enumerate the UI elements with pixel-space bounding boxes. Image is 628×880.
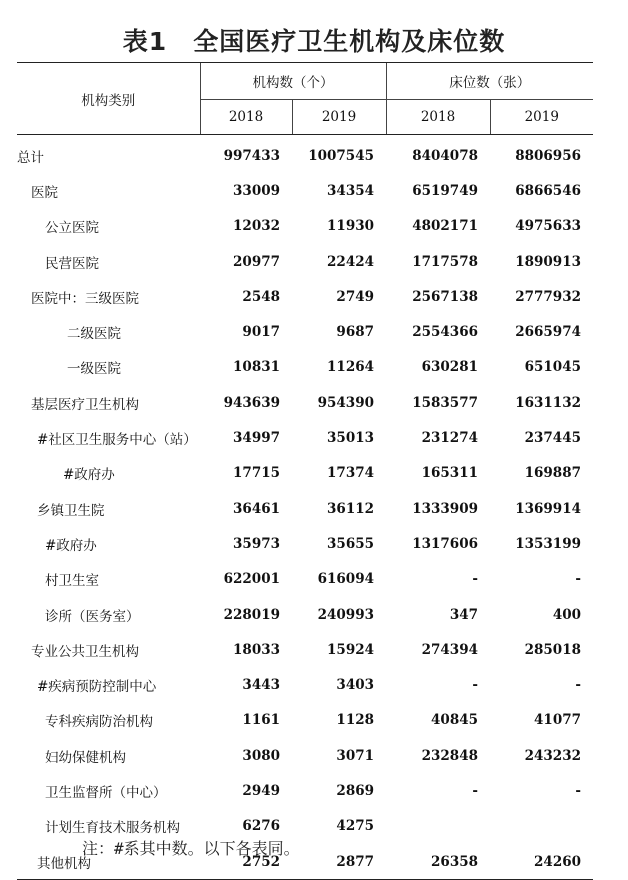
table-row <box>17 420 593 455</box>
institutions-2019-cell: 17374 <box>327 465 374 482</box>
beds-2019-cell: 285018 <box>524 641 581 658</box>
institutions-2018-cell: 35973 <box>233 535 280 552</box>
institutions-2018-cell: 228019 <box>223 606 280 623</box>
header-category: 机构类别 <box>17 63 200 135</box>
beds-2019-cell: 4975633 <box>515 218 581 235</box>
beds-2019-cell: 41077 <box>534 712 581 729</box>
beds-2018-cell: 1317606 <box>412 535 478 552</box>
row-label: #社区卫生服务中心（站） <box>37 432 197 449</box>
beds-2018-cell: 8404078 <box>412 147 478 164</box>
beds-2019-cell: 6866546 <box>515 182 581 199</box>
table-row <box>17 703 593 738</box>
institutions-2018-cell: 20977 <box>233 253 280 270</box>
beds-2019-cell: 1890913 <box>515 253 581 270</box>
row-label: 一级医院 <box>67 361 121 378</box>
beds-2019-cell: 1353199 <box>515 535 581 552</box>
beds-2018-cell: 231274 <box>421 430 478 447</box>
beds-2018-cell: 26358 <box>386 844 490 880</box>
header-beds-2019: 2019 <box>490 100 593 135</box>
beds-2018-cell <box>386 809 490 844</box>
institutions-2019-cell: 3403 <box>336 677 374 694</box>
medical-institutions-table <box>17 62 593 880</box>
row-label: 专业公共卫生机构 <box>31 643 139 660</box>
institutions-2019-cell: 22424 <box>327 253 374 270</box>
institutions-2018-cell: 10831 <box>233 359 280 376</box>
beds-2018-cell: - <box>472 782 478 799</box>
beds-2019-cell: 1631132 <box>515 394 581 411</box>
institutions-2019-cell: 9687 <box>336 324 374 341</box>
institutions-2018-cell: 6276 <box>242 818 280 835</box>
institutions-2019-cell: 2869 <box>336 782 374 799</box>
beds-2019-cell: - <box>575 677 581 694</box>
table-title: 表1 全国医疗卫生机构及床位数 <box>122 27 506 56</box>
institutions-2019-cell: 35013 <box>327 430 374 447</box>
institutions-2019-cell: 15924 <box>327 641 374 658</box>
institutions-2018-cell: 997433 <box>223 147 280 164</box>
institutions-2019-cell: 1128 <box>336 712 374 729</box>
table-row <box>17 350 593 385</box>
row-label: 卫生监督所（中心） <box>45 784 167 801</box>
beds-2018-cell: 6519749 <box>412 182 478 199</box>
row-label: 总计 <box>17 149 44 166</box>
beds-2019-cell: 2665974 <box>515 324 581 341</box>
table-row <box>17 135 593 174</box>
beds-2018-cell: - <box>472 677 478 694</box>
institutions-2018-cell: 18033 <box>233 641 280 658</box>
table-row <box>17 562 593 597</box>
institutions-2019-cell: 34354 <box>327 182 374 199</box>
row-label: 民营医院 <box>45 255 99 272</box>
table-row <box>17 173 593 208</box>
table-row <box>17 279 593 314</box>
beds-2019-cell: 237445 <box>524 430 581 447</box>
beds-2018-cell: 4802171 <box>412 218 478 235</box>
row-label: 二级医院 <box>67 326 121 343</box>
institutions-2018-cell: 9017 <box>242 324 280 341</box>
header-inst-2019: 2019 <box>292 100 386 135</box>
header-beds-2018: 2018 <box>386 100 490 135</box>
table-row <box>17 314 593 349</box>
institutions-2019-cell: 36112 <box>327 500 374 517</box>
row-label: 诊所（医务室） <box>45 608 140 625</box>
table-row <box>17 632 593 667</box>
beds-2018-cell: 2554366 <box>412 324 478 341</box>
table-row <box>17 456 593 491</box>
beds-2019-cell: - <box>575 782 581 799</box>
row-label: #政府办 <box>45 537 97 554</box>
institutions-2018-cell: 1161 <box>242 712 280 729</box>
beds-2019-cell: 400 <box>552 606 581 623</box>
beds-2018-cell: 1717578 <box>412 253 478 270</box>
institutions-2018-cell: 34997 <box>233 430 280 447</box>
beds-2019-cell: 169887 <box>524 465 581 482</box>
row-label: 医院中：三级医院 <box>31 290 139 307</box>
institutions-2018-cell: 36461 <box>233 500 280 517</box>
beds-2018-cell: 347 <box>449 606 478 623</box>
institutions-2018-cell: 3443 <box>242 677 280 694</box>
header-inst-2018: 2018 <box>200 100 292 135</box>
row-label: #疾病预防控制中心 <box>37 679 157 696</box>
table-row <box>17 667 593 702</box>
table-body <box>17 135 593 880</box>
row-label: 基层医疗卫生机构 <box>31 396 139 413</box>
beds-2019-cell: 2777932 <box>515 288 581 305</box>
beds-2018-cell: 165311 <box>421 465 478 482</box>
institutions-2019-cell: 3071 <box>336 747 374 764</box>
row-label: #政府办 <box>63 467 115 484</box>
beds-2018-cell: 274394 <box>421 641 478 658</box>
table-row <box>17 526 593 561</box>
header-institutions: 机构数（个） <box>200 63 386 100</box>
institutions-2019-cell: 954390 <box>317 394 374 411</box>
institutions-2019-cell: 4275 <box>336 818 374 835</box>
row-label: 妇幼保健机构 <box>45 749 126 766</box>
institutions-2019-cell: 11930 <box>327 218 374 235</box>
institutions-2018-cell: 622001 <box>223 571 280 588</box>
institutions-2018-cell: 943639 <box>223 394 280 411</box>
institutions-2018-cell: 2949 <box>242 782 280 799</box>
beds-2018-cell: 232848 <box>421 747 478 764</box>
institutions-2019-cell: 2749 <box>336 288 374 305</box>
row-label: 计划生育技术服务机构 <box>45 820 180 837</box>
institutions-2018-cell: 2752 <box>200 844 292 880</box>
table-note: 注：#系其中数。以下各表同。 <box>82 839 300 858</box>
row-label: 其他机构 <box>17 844 200 880</box>
table-row <box>17 773 593 808</box>
beds-2019-cell <box>490 809 593 844</box>
beds-2019-cell: 651045 <box>524 359 581 376</box>
row-label: 医院 <box>31 184 58 201</box>
institutions-2018-cell: 12032 <box>233 218 280 235</box>
institutions-2019-cell: 2877 <box>292 844 386 880</box>
table-row <box>17 597 593 632</box>
table-row <box>17 209 593 244</box>
beds-2019-cell: 24260 <box>490 844 593 880</box>
beds-2018-cell: 2567138 <box>412 288 478 305</box>
row-label: 村卫生室 <box>45 573 99 590</box>
table-row <box>17 244 593 279</box>
institutions-2018-cell: 33009 <box>233 182 280 199</box>
beds-2018-cell: 630281 <box>421 359 478 376</box>
beds-2019-cell: 243232 <box>524 747 581 764</box>
table-row <box>17 491 593 526</box>
beds-2019-cell: - <box>575 571 581 588</box>
beds-2018-cell: 40845 <box>431 712 478 729</box>
institutions-2018-cell: 2548 <box>242 288 280 305</box>
institutions-2018-cell: 17715 <box>233 465 280 482</box>
institutions-2019-cell: 616094 <box>317 571 374 588</box>
beds-2018-cell: 1583577 <box>412 394 478 411</box>
beds-2019-cell: 1369914 <box>515 500 581 517</box>
institutions-2019-cell: 11264 <box>327 359 374 376</box>
table-row <box>17 385 593 420</box>
beds-2018-cell: - <box>472 571 478 588</box>
beds-2018-cell: 1333909 <box>412 500 478 517</box>
institutions-2018-cell: 3080 <box>242 747 280 764</box>
row-label: 专科疾病防治机构 <box>45 714 153 731</box>
institutions-2019-cell: 35655 <box>327 535 374 552</box>
institutions-2019-cell: 1007545 <box>308 147 374 164</box>
institutions-2019-cell: 240993 <box>317 606 374 623</box>
header-beds: 床位数（张） <box>386 63 593 100</box>
row-label: 公立医院 <box>45 220 99 237</box>
table-row <box>17 738 593 773</box>
beds-2019-cell: 8806956 <box>515 147 581 164</box>
row-label: 乡镇卫生院 <box>37 502 105 519</box>
